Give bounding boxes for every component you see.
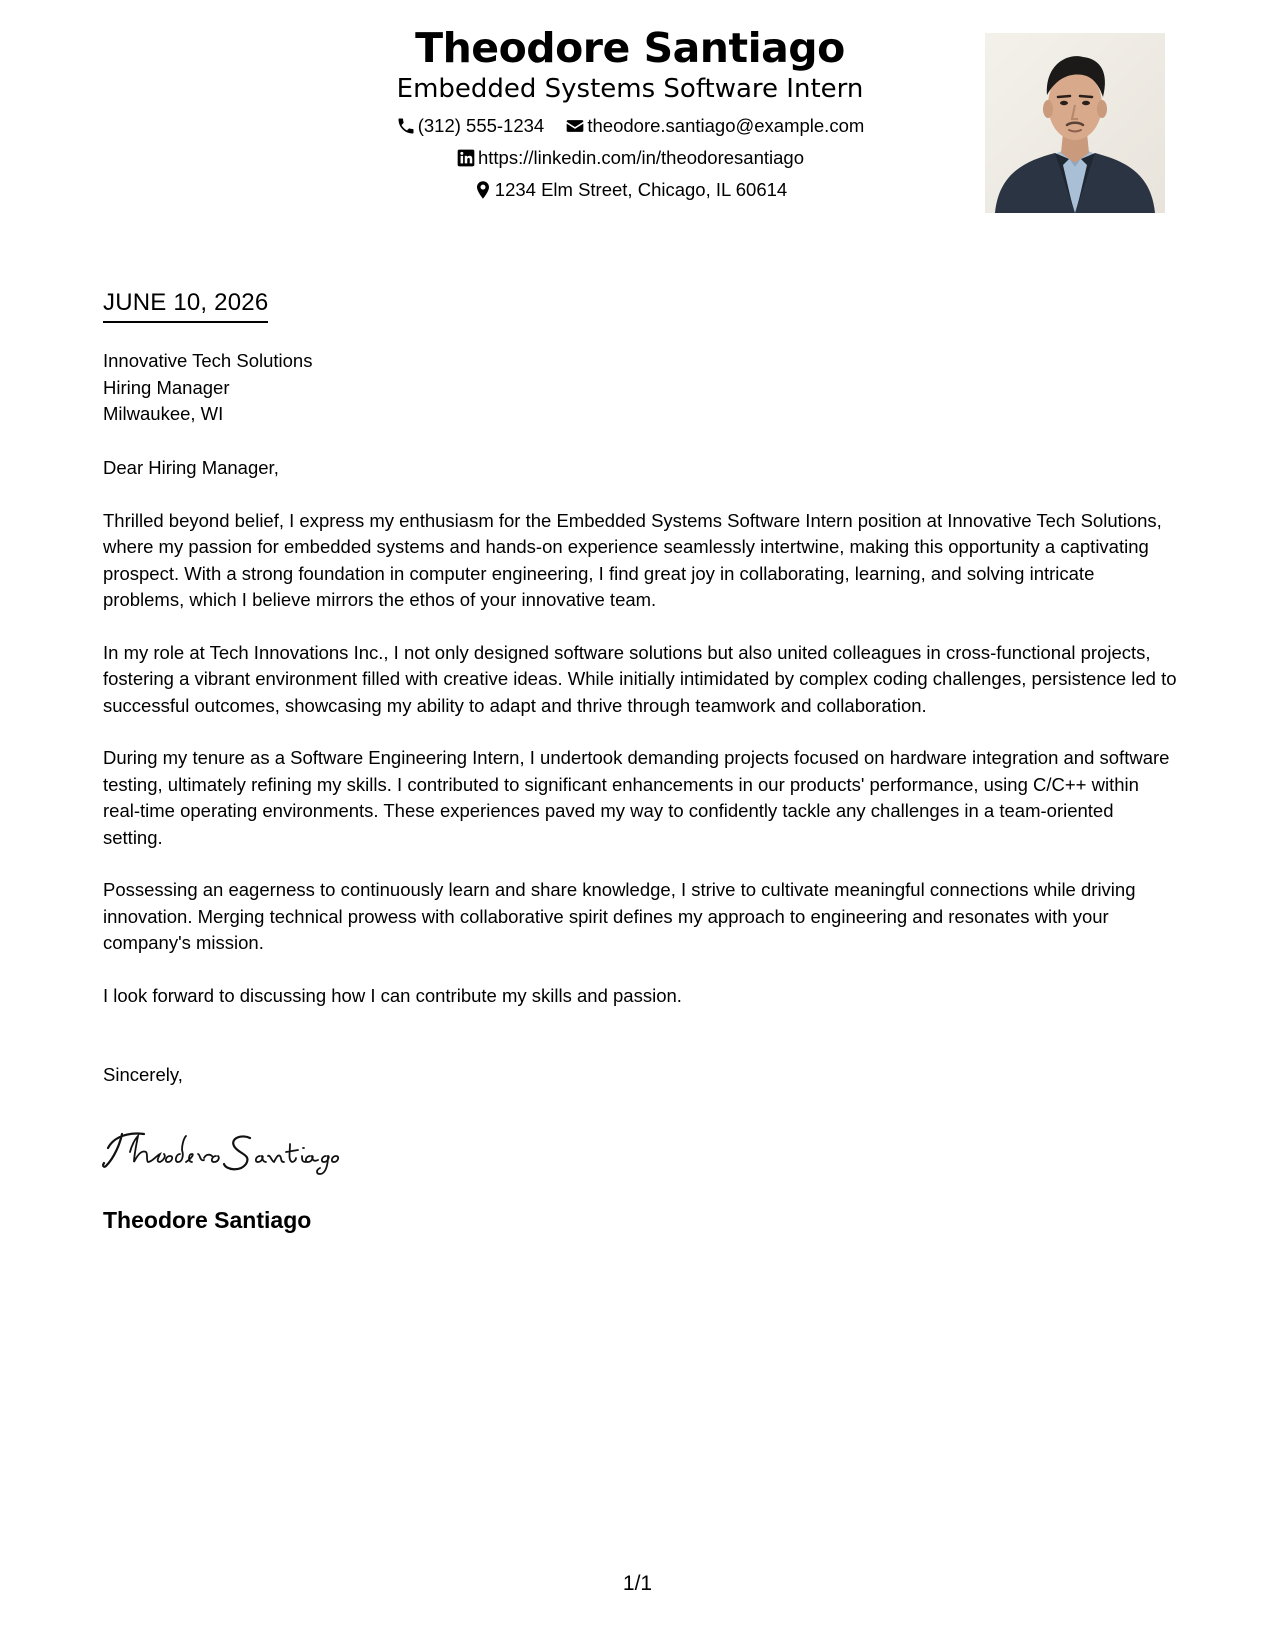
applicant-job-title: Embedded Systems Software Intern — [396, 74, 864, 104]
letter-body — [103, 455, 1178, 1035]
body-paragraph-5: I look forward to discussing how I can contribute my skills and passion. — [103, 984, 682, 1006]
body-paragraph-2: In my role at Tech Innovations Inc., I not only designed software solutions but also united colleagues in cross-functional projects, fostering a vibrant environment filled with creative ideas. While initially intimidated by complex coding challenges, persistence led to successful outcomes, showcasing my ability to adapt and thrive through teamwork and collaboration. — [103, 641, 1177, 716]
contact-address — [473, 178, 787, 202]
contact-linkedin — [456, 146, 804, 170]
signer-name: Theodore Santiago — [103, 1207, 312, 1233]
closing: Sincerely, — [103, 1064, 183, 1085]
contact-phone — [396, 114, 545, 138]
letter-date: JUNE 10, 2026 — [103, 288, 268, 323]
linkedin-icon — [456, 148, 476, 168]
recipient-block — [103, 348, 312, 428]
body-paragraph-3: During my tenure as a Software Engineering Intern, I undertook demanding projects focused on hardware integration and software testing, ultimately refining my skills. I contributed to significant enhancements in our products' performance, using C/C++ within real-time operating environments. These experiences paved my way to confidently tackle any challenges in a team-oriented setting. — [103, 747, 1170, 848]
recipient-location: Milwaukee, WI — [103, 403, 224, 424]
envelope-icon — [565, 116, 585, 136]
salutation: Dear Hiring Manager, — [103, 457, 279, 478]
body-paragraph-1: Thrilled beyond belief, I express my enthusiasm for the Embedded Systems Software Intern position at Innovative Tech Solutions, where my passion for embedded systems and hands-on experience seamlessly intertwine, making this opportunity a captivating prospect. With a strong foundation in computer engineering, I find great joy in collaborating, learning, and solving intricate problems, which I believe mirrors the ethos of your innovative team. — [103, 509, 1162, 610]
phone-text: (312) 555-1234 — [417, 115, 545, 137]
phone-icon — [396, 116, 416, 136]
applicant-name: Theodore Santiago — [415, 24, 845, 72]
body-paragraph-4: Possessing an eagerness to continuously learn and share knowledge, I strive to cultivate meaningful connections while driving innovation. Merging technical prowess with collaborative spirit defines my approach to engineering and resonates with your company's mission. — [103, 879, 1136, 953]
page-number: 1/1 — [622, 1572, 653, 1595]
profile-photo — [985, 33, 1165, 213]
linkedin-text: https://linkedin.com/in/theodoresantiago — [477, 147, 804, 169]
map-pin-icon — [473, 180, 493, 200]
recipient-title: Hiring Manager — [103, 376, 230, 398]
handwritten-signature — [100, 1118, 370, 1178]
letter-header — [0, 0, 1275, 230]
email-text: theodore.santiago@example.com — [587, 115, 865, 137]
contact-email — [565, 114, 864, 138]
recipient-company: Innovative Tech Solutions — [103, 350, 313, 371]
address-text: 1234 Elm Street, Chicago, IL 60614 — [494, 179, 788, 201]
